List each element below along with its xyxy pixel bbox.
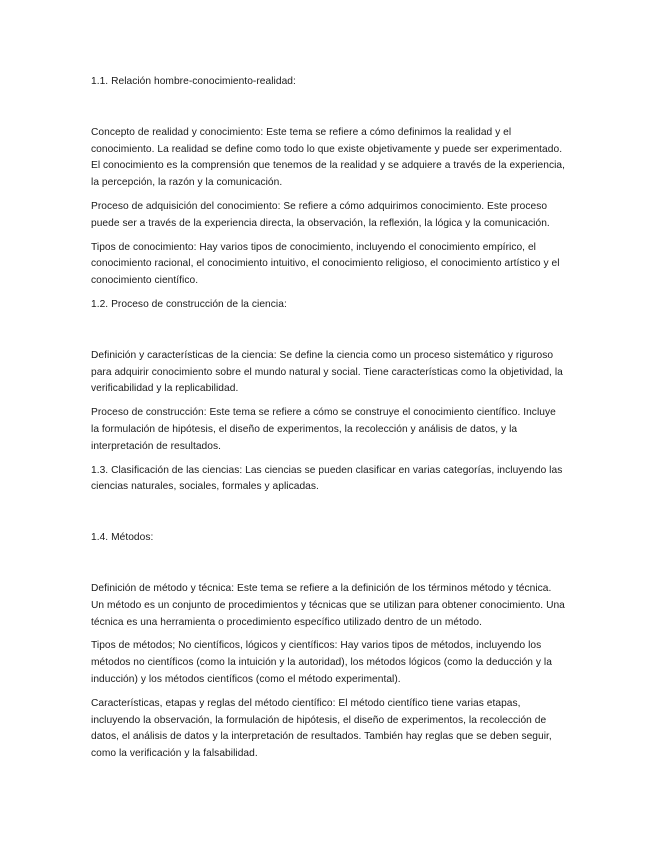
heading-1-1: 1.1. Relación hombre-conocimiento-realidad: [91, 76, 296, 87]
paragraph-clasificacion-ciencias: 1.3. Clasificación de las ciencias: Las ciencias se pueden clasificar en varias categorías, incluyendo las ciencias naturales, sociales, formales y aplicadas. [91, 464, 563, 493]
heading-1-2: 1.2. Proceso de construcción de la ciencia: [91, 298, 287, 310]
paragraph-tipos-metodos: Tipos de métodos; No científicos, lógicos y científicos: Hay varios tipos de métodos, incluyendo los métodos no científicos (como la intuición y la autoridad), los métodos lógicos (como la deducción y la inducción) y los métodos científicos (como el método experimental). [91, 640, 552, 685]
paragraph-proceso-construccion: Proceso de construcción: Este tema se refiere a cómo se construye el conocimiento científico. Incluye la formulación de hipótesis, el diseño de experimentos, la recolección y análisis de datos, y la interpretación de resultados. [91, 407, 556, 452]
paragraph-concepto-realidad: Concepto de realidad y conocimiento: Este tema se refiere a cómo definimos la realidad y el conocimiento. La realidad se define como todo lo que existe objetivamente y puede ser experimentado. El conocimiento es la comprensión que tenemos de la realidad y se adquiere a través de la experiencia, la percepción, la razón y la comunicación. [91, 126, 565, 189]
heading-1-4: 1.4. Métodos: [91, 532, 154, 544]
document-body [91, 74, 565, 763]
paragraph-tipos-conocimiento: Tipos de conocimiento: Hay varios tipos de conocimiento, incluyendo el conocimiento empírico, el conocimiento racional, el conocimiento intuitivo, el conocimiento religioso, el conocimiento artístico y el conocimiento científico. [91, 241, 560, 287]
paragraph-definicion-metodo: Definición de método y técnica: Este tema se refiere a la definición de los términos método y técnica. Un método es un conjunto de procedimientos y técnicas que se utilizan para obtener conocimiento. Una técnica es una herramienta o procedimiento específico utilizado dentro de un método. [91, 582, 565, 628]
paragraph-proceso-adquisicion: Proceso de adquisición del conocimiento: Se refiere a cómo adquirimos conocimiento. Este proceso puede ser a través de la experiencia directa, la observación, la reflexión, la lógica y la comunicación. [91, 200, 550, 229]
paragraph-definicion-ciencia: Definición y características de la ciencia: Se define la ciencia como un proceso sistemático y riguroso para adquirir conocimiento sobre el mundo natural y social. Tiene características como la objetividad, la verificabilidad y la replicabilidad. [91, 349, 563, 395]
paragraph-caracteristicas-etapas: Características, etapas y reglas del método científico: El método científico tiene varias etapas, incluyendo la observación, la formulación de hipótesis, el diseño de experimentos, la recolección de datos, el análisis de datos y la interpretación de resultados. También hay reglas que se deben seguir, como la verificación y la falsabilidad. [91, 697, 552, 760]
